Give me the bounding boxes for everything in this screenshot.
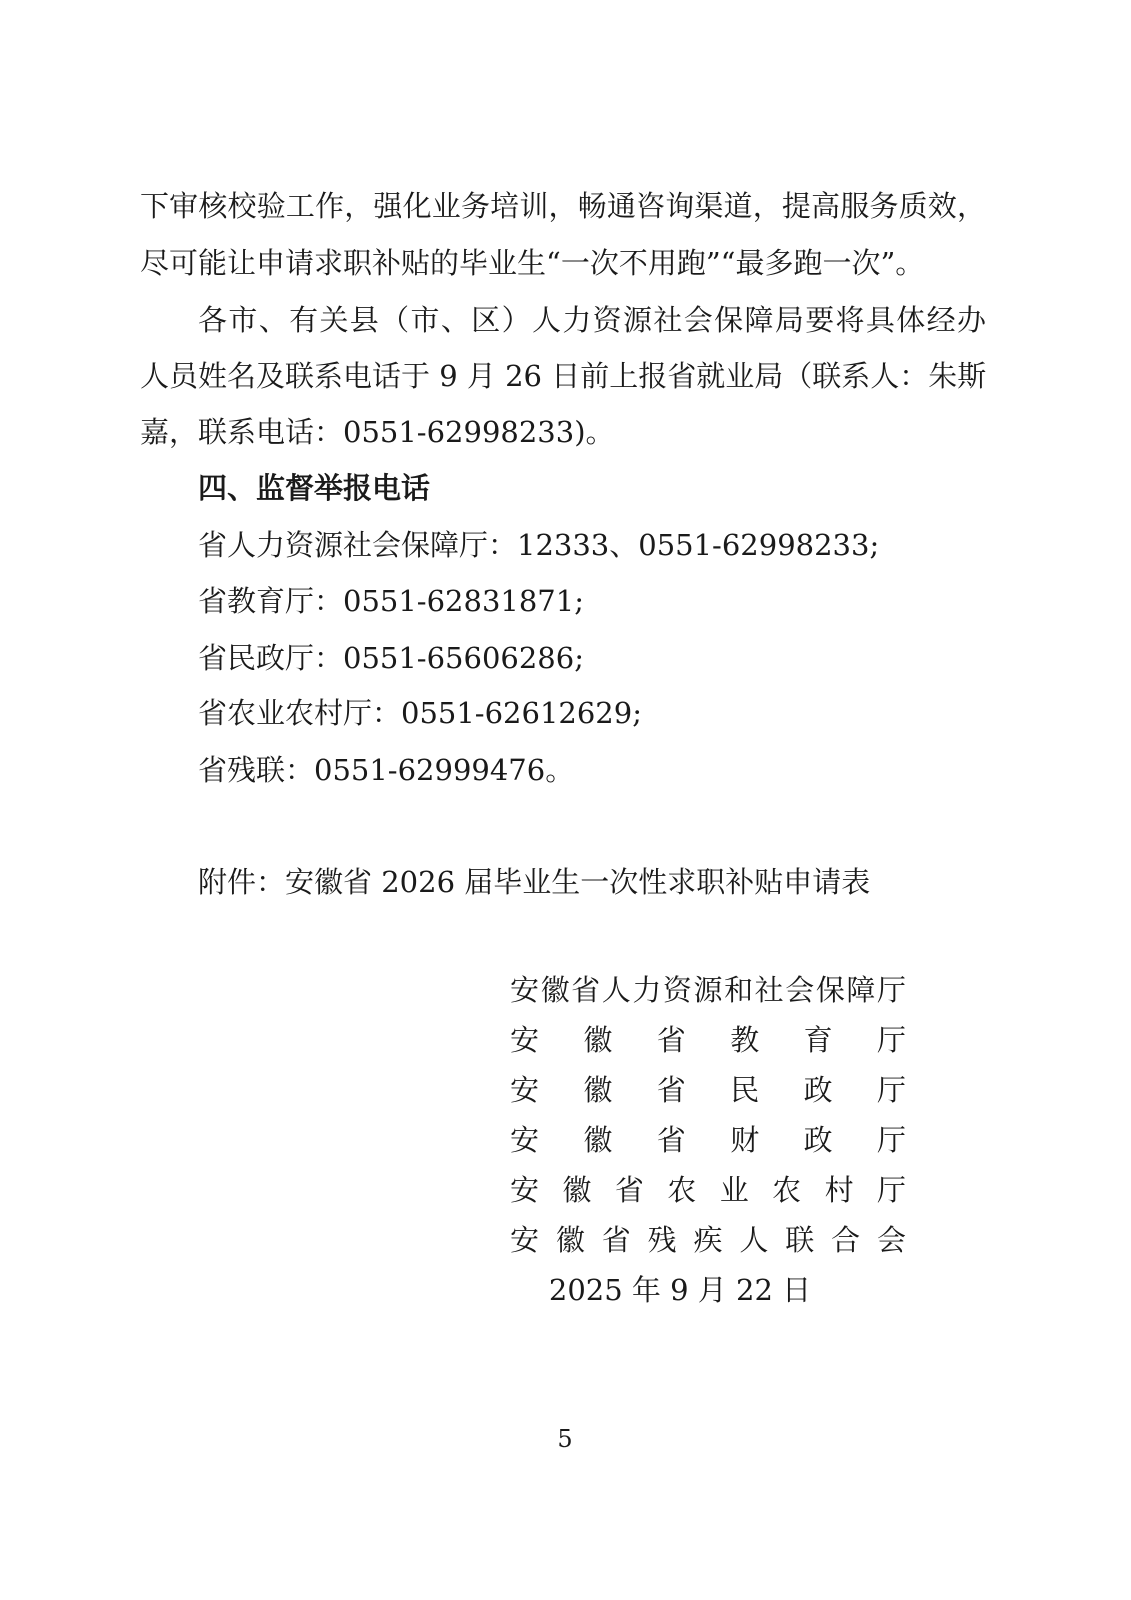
paragraph-line: 尽可能让申请求职补贴的毕业生“一次不用跑”“最多跑一次”。	[140, 246, 925, 280]
paragraph-line: 人员姓名及联系电话于 9 月 26 日前上报省就业局（联系人：朱斯	[140, 359, 987, 393]
hotline-item: 省农业农村厅：0551-62612629;	[198, 696, 642, 730]
hotline-item: 省教育厅：0551-62831871;	[198, 584, 584, 618]
signature-line: 安 徽 省 残 疾 人 联 合 会	[510, 1223, 906, 1257]
hotline-item: 省残联：0551-62999476。	[198, 753, 575, 787]
signature-line: 安 徽 省 财 政 厅	[510, 1123, 906, 1157]
signature-line: 安 徽 省 教 育 厅	[510, 1023, 906, 1057]
section-heading: 四、监督举报电话	[198, 471, 431, 505]
hotline-item: 省民政厅：0551-65606286;	[198, 641, 584, 675]
paragraph-line: 下审核校验工作，强化业务培训，畅通咨询渠道，提高服务质效，	[140, 189, 986, 223]
attachment-note: 附件：安徽省 2026 届毕业生一次性求职补贴申请表	[198, 865, 871, 899]
paragraph-line: 各市、有关县（市、区）人力资源社会保障局要将具体经办	[198, 303, 986, 337]
paragraph-line: 嘉，联系电话：0551-62998233)。	[140, 415, 615, 449]
signature-line: 安 徽 省 农 业 农 村 厅	[510, 1173, 906, 1207]
hotline-item: 省人力资源社会保障厅：12333、0551-62998233;	[198, 528, 880, 562]
signature-line: 安徽省人力资源和社会保障厅	[510, 973, 906, 1007]
signature-line: 安 徽 省 民 政 厅	[510, 1073, 906, 1107]
issue-date: 2025 年 9 月 22 日	[548, 1273, 812, 1307]
page-number: 5	[557, 1425, 573, 1453]
